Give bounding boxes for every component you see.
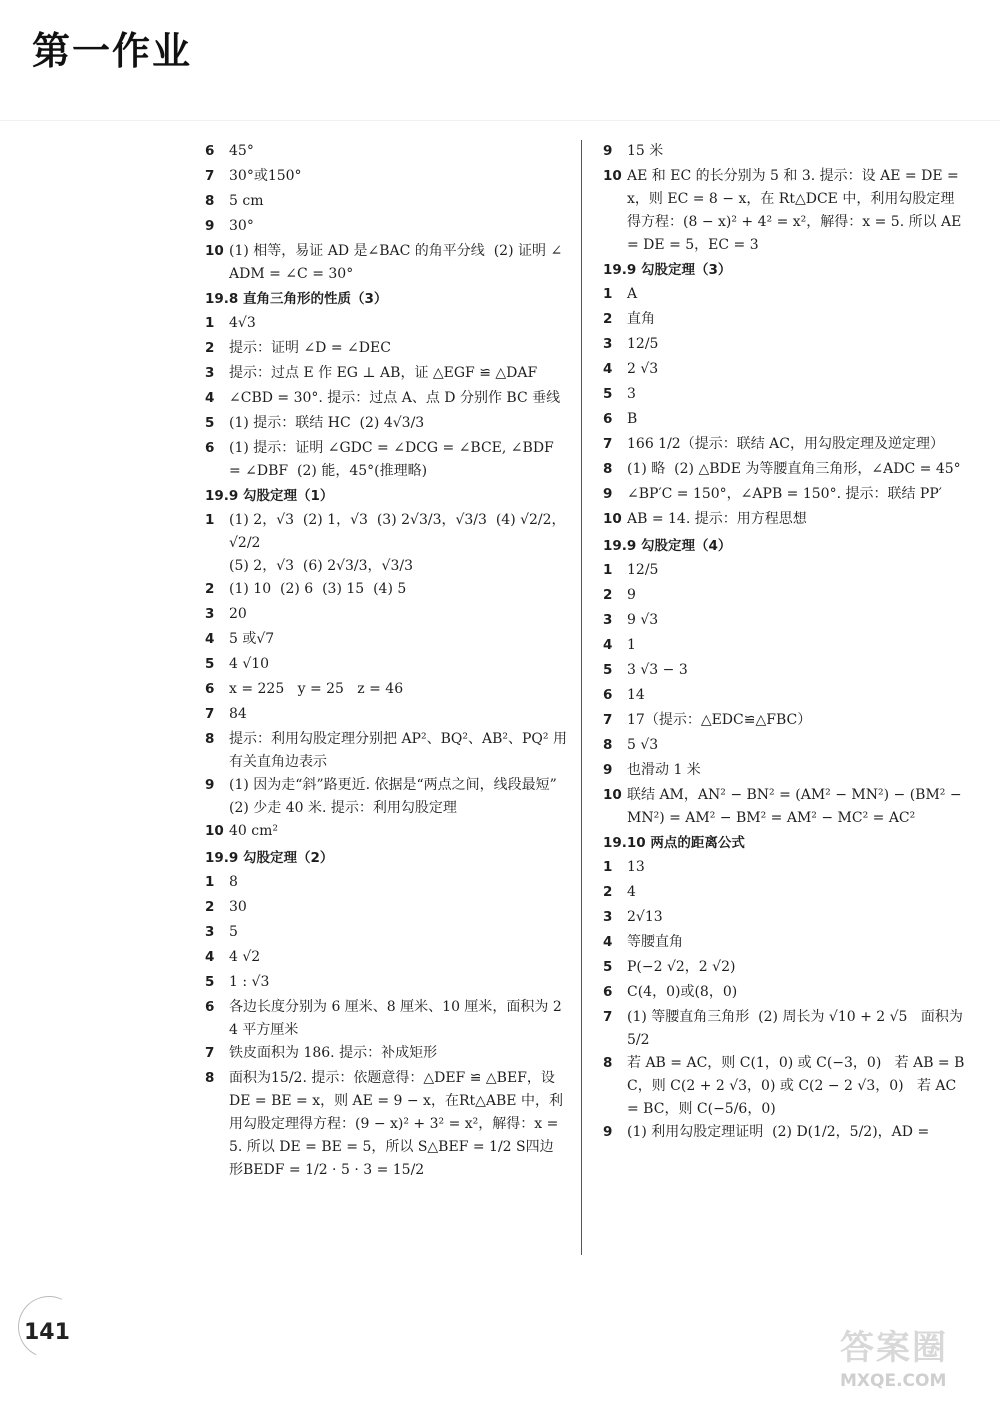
question-number: 7 <box>205 706 215 722</box>
question-number: 3 <box>205 365 215 381</box>
answer-text: 4 √2 <box>229 949 261 965</box>
answer-text: 9 √3 <box>627 612 659 628</box>
question-number: 8 <box>603 1055 613 1071</box>
question-number: 6 <box>603 984 613 1000</box>
answer-text: 15 米 <box>627 143 664 159</box>
answer-item <box>603 1052 965 1121</box>
question-number: 7 <box>603 712 613 728</box>
question-number: 10 <box>603 168 622 184</box>
answer-item <box>205 774 567 820</box>
answer-text: 1 : √3 <box>229 974 270 990</box>
answer-text: (1) 2，√3 (2) 1，√3 (3) 2√3/3，√3/3 (4) √2/2，√2/2 (5) 2，√3 (6) 2√3/3，√3/3 <box>229 512 566 574</box>
answer-text: x = 225 y = 25 z = 46 <box>229 681 404 697</box>
answer-text: 5 cm <box>229 193 264 209</box>
answer-text: 14 <box>627 687 645 703</box>
answer-text: 等腰直角 <box>627 934 683 950</box>
answer-text: 铁皮面积为 186. 提示：补成矩形 <box>229 1045 438 1061</box>
answer-item <box>205 437 567 483</box>
answer-text: (1) 等腰直角三角形 (2) 周长为 √10 + 2 √5 面积为 5/2 <box>627 1009 968 1048</box>
question-number: 7 <box>205 1045 215 1061</box>
answer-item <box>205 971 567 996</box>
answer-text: A <box>627 286 638 302</box>
answer-text: 4√3 <box>229 315 256 331</box>
answer-item <box>603 759 965 784</box>
question-number: 1 <box>205 874 215 890</box>
answer-item <box>205 896 567 921</box>
question-number: 6 <box>603 411 613 427</box>
answer-item <box>205 190 567 215</box>
answer-item <box>603 433 965 458</box>
question-number: 4 <box>205 390 215 406</box>
answer-item <box>205 871 567 896</box>
question-number: 1 <box>603 286 613 302</box>
answer-item <box>603 659 965 684</box>
answer-item <box>205 312 567 337</box>
left-answer-column <box>205 140 567 1182</box>
answer-item <box>603 308 965 333</box>
question-number: 2 <box>205 340 215 356</box>
question-number: 4 <box>603 637 613 653</box>
answer-text: 30°或150° <box>229 168 302 184</box>
question-number: 2 <box>603 884 613 900</box>
answer-item <box>205 921 567 946</box>
question-number: 6 <box>603 687 613 703</box>
answer-item <box>603 165 965 257</box>
answer-text: 联结 AM，AN² − BN² = (AM² − MN²) − (BM² − MN²) = AM² − BM² = AM² − MC² = AC² <box>627 787 967 826</box>
answer-item <box>603 609 965 634</box>
question-number: 4 <box>205 631 215 647</box>
question-number: 6 <box>205 681 215 697</box>
answer-text: 12/5 <box>627 562 659 578</box>
question-number: 3 <box>603 612 613 628</box>
answer-text: 3 <box>627 386 636 402</box>
question-number: 3 <box>205 606 215 622</box>
question-number: 9 <box>603 1124 613 1140</box>
section-heading: 19.9 勾股定理（4） <box>603 538 732 554</box>
question-number: 8 <box>205 1070 215 1086</box>
answer-text: B <box>627 411 638 427</box>
answer-text: 166 1/2（提示：联结 AC，用勾股定理及逆定理） <box>627 436 944 452</box>
question-number: 5 <box>205 974 215 990</box>
answer-item <box>603 383 965 408</box>
question-number: 8 <box>205 731 215 747</box>
question-number: 1 <box>205 315 215 331</box>
question-number: 3 <box>603 336 613 352</box>
answer-text: 20 <box>229 606 247 622</box>
question-number: 5 <box>603 662 613 678</box>
answer-text: 8 <box>229 874 238 890</box>
answer-text: 40 cm² <box>229 823 278 839</box>
answer-text: ∠BP′C = 150°，∠APB = 150°. 提示：联结 PP′ <box>627 486 942 502</box>
answer-item <box>603 584 965 609</box>
column-divider <box>581 140 582 1255</box>
question-number: 9 <box>205 777 215 793</box>
answer-item <box>205 412 567 437</box>
answer-item <box>603 906 965 931</box>
answer-item <box>205 820 567 845</box>
answer-text: 提示：利用勾股定理分别把 AP²、BQ²、AB²、PQ² 用有关直角边表示 <box>229 731 567 770</box>
question-number: 5 <box>603 386 613 402</box>
answer-item <box>603 709 965 734</box>
answer-text: (1) 因为走“斜”路更近. 依据是“两点之间，线段最短” (2) 少走 40 米. 提示：利用勾股定理 <box>229 777 566 816</box>
question-number: 10 <box>205 243 224 259</box>
answer-item <box>603 1006 968 1052</box>
answer-item <box>603 634 965 659</box>
answer-text: 9 <box>627 587 636 603</box>
answer-text: (1) 提示：联结 HC (2) 4√3/3 <box>229 415 425 431</box>
answer-item <box>205 653 567 678</box>
section-heading: 19.9 勾股定理（3） <box>603 262 732 278</box>
answer-text: 各边长度分别为 6 厘米、8 厘米、10 厘米，面积为 24 平方厘米 <box>229 999 562 1038</box>
question-number: 9 <box>603 486 613 502</box>
answer-text: (1) 提示：证明 ∠GDC = ∠DCG = ∠BCE, ∠BDF = ∠DBF (2) 能，45°(推理略) <box>229 440 559 479</box>
answer-text: 45° <box>229 143 254 159</box>
question-number: 10 <box>603 787 622 803</box>
question-number: 5 <box>603 959 613 975</box>
question-number: 8 <box>603 461 613 477</box>
answer-item <box>603 508 965 533</box>
answer-text: 4 √10 <box>229 656 270 672</box>
question-number: 3 <box>205 924 215 940</box>
answer-text: 提示：过点 E 作 EG ⊥ AB，证 △EGF ≌ △DAF <box>229 365 538 381</box>
answer-item <box>205 215 567 240</box>
answer-item <box>205 165 567 190</box>
watermark <box>840 1320 990 1400</box>
answer-text: P(−2 √2，2 √2) <box>627 959 736 975</box>
answer-text: C(4，0)或(8，0) <box>627 984 738 1000</box>
answer-text: 面积为15/2. 提示：依题意得：△DEF ≌ △BEF，设 DE = BE = x，则 AE = 9 − x，在Rt△ABE 中，利用勾股定理得方程：(9 − x)² + 3² = x²，解得：x = 5. 所以 DE = BE = 5，所以 S△BEF = 1/2 S四边形BEDF = 1/2 · 5 · 3 = 15/2 <box>229 1070 563 1178</box>
answer-item <box>205 946 567 971</box>
answer-text: (1) 略 (2) △BDE 为等腰直角三角形，∠ADC = 45° <box>627 461 961 477</box>
answer-item <box>603 333 965 358</box>
answer-item <box>205 337 567 362</box>
page-number: 141 <box>24 1320 70 1345</box>
answer-text: 1 <box>627 637 636 653</box>
question-number: 10 <box>205 823 224 839</box>
answer-item <box>603 483 965 508</box>
watermark-logo-text: 答案圈 <box>840 1328 948 1368</box>
answer-item <box>205 387 567 412</box>
answer-text: 5 或√7 <box>229 631 275 647</box>
page-header-title: 第一作业 <box>32 29 193 73</box>
answer-text: 直角 <box>627 311 655 327</box>
answer-text: 若 AB = AC，则 C(1，0) 或 C(−3，0) 若 AB = BC，则 C(2 + 2 √3，0) 或 C(2 − 2 √3，0) 若 AC = BC，则 C(−5/6，0) <box>627 1055 965 1117</box>
section-heading: 19.9 勾股定理（1） <box>205 488 334 504</box>
answer-item <box>205 678 567 703</box>
answer-item <box>603 931 965 956</box>
answer-text: 提示：证明 ∠D = ∠DEC <box>229 340 391 356</box>
watermark-url: MXQE.COM <box>840 1371 947 1391</box>
question-number: 6 <box>205 143 215 159</box>
answer-text: 30° <box>229 218 254 234</box>
answer-item <box>603 684 965 709</box>
right-answer-column <box>603 140 968 1146</box>
question-number: 7 <box>603 436 613 452</box>
question-number: 8 <box>603 737 613 753</box>
answer-item <box>205 1042 567 1067</box>
answer-item <box>603 881 965 906</box>
question-number: 7 <box>205 168 215 184</box>
question-number: 6 <box>205 999 215 1015</box>
answer-text: 12/5 <box>627 336 659 352</box>
answer-text: 也滑动 1 米 <box>627 762 701 778</box>
question-number: 9 <box>205 218 215 234</box>
answer-text: ∠CBD = 30°. 提示：过点 A、点 D 分别作 BC 垂线 <box>229 390 561 406</box>
answer-text: 2 √3 <box>627 361 659 377</box>
answer-text: 2√13 <box>627 909 663 925</box>
answer-text: 3 √3 − 3 <box>627 662 688 678</box>
question-number: 9 <box>603 143 613 159</box>
answer-text: (1) 利用勾股定理证明 (2) D(1/2，5/2)，AD = <box>627 1124 930 1140</box>
question-number: 4 <box>603 361 613 377</box>
question-number: 1 <box>603 562 613 578</box>
answer-item <box>205 603 567 628</box>
answer-item <box>205 703 567 728</box>
answer-item <box>603 856 965 881</box>
answer-text: 84 <box>229 706 247 722</box>
answer-item <box>603 283 965 308</box>
answer-item <box>603 956 965 981</box>
answer-item <box>205 578 567 603</box>
answer-item <box>603 981 965 1006</box>
question-number: 1 <box>603 859 613 875</box>
header-rule <box>0 120 1000 121</box>
answer-item <box>205 362 567 387</box>
question-number: 4 <box>205 949 215 965</box>
section-heading: 19.10 两点的距离公式 <box>603 835 745 851</box>
answer-item <box>603 784 965 830</box>
question-number: 7 <box>603 1009 613 1025</box>
question-number: 1 <box>205 512 215 528</box>
question-number: 3 <box>603 909 613 925</box>
section-heading: 19.8 直角三角形的性质（3） <box>205 291 388 307</box>
answer-item <box>603 1121 965 1146</box>
question-number: 10 <box>603 511 622 527</box>
section-heading: 19.9 勾股定理（2） <box>205 850 334 866</box>
question-number: 5 <box>205 656 215 672</box>
answer-text: 4 <box>627 884 636 900</box>
answer-item <box>603 408 965 433</box>
answer-item <box>603 734 965 759</box>
answer-item <box>603 458 965 483</box>
question-number: 4 <box>603 934 613 950</box>
question-number: 2 <box>603 311 613 327</box>
answer-text: (1) 10 (2) 6 (3) 15 (4) 5 <box>229 581 407 597</box>
answer-item <box>603 358 965 383</box>
answer-text: 17（提示：△EDC≌△FBC） <box>627 712 812 728</box>
answer-item <box>205 509 567 578</box>
answer-item <box>205 728 567 774</box>
answer-text: 5 <box>229 924 238 940</box>
question-number: 9 <box>603 762 613 778</box>
answer-item <box>205 140 567 165</box>
answer-text: (1) 相等，易证 AD 是∠BAC 的角平分线 (2) 证明 ∠ADM = ∠C = 30° <box>229 243 563 282</box>
answer-text: 30 <box>229 899 247 915</box>
answer-item <box>603 140 965 165</box>
answer-item <box>205 240 567 286</box>
answer-item <box>205 1067 567 1182</box>
question-number: 8 <box>205 193 215 209</box>
answer-text: AE 和 EC 的长分别为 5 和 3. 提示：设 AE = DE = x，则 EC = 8 − x，在 Rt△DCE 中，利用勾股定理得方程：(8 − x)² + 4² = x²，解得：x = 5. 所以 AE = DE = 5，EC = 3 <box>627 168 966 253</box>
answer-text: AB = 14. 提示：用方程思想 <box>627 511 807 527</box>
answer-text: 13 <box>627 859 645 875</box>
answer-item <box>603 559 965 584</box>
answer-item <box>205 996 567 1042</box>
question-number: 5 <box>205 415 215 431</box>
answer-item <box>205 628 567 653</box>
answer-text: 5 √3 <box>627 737 659 753</box>
question-number: 2 <box>205 581 215 597</box>
question-number: 6 <box>205 440 215 456</box>
question-number: 2 <box>205 899 215 915</box>
question-number: 2 <box>603 587 613 603</box>
